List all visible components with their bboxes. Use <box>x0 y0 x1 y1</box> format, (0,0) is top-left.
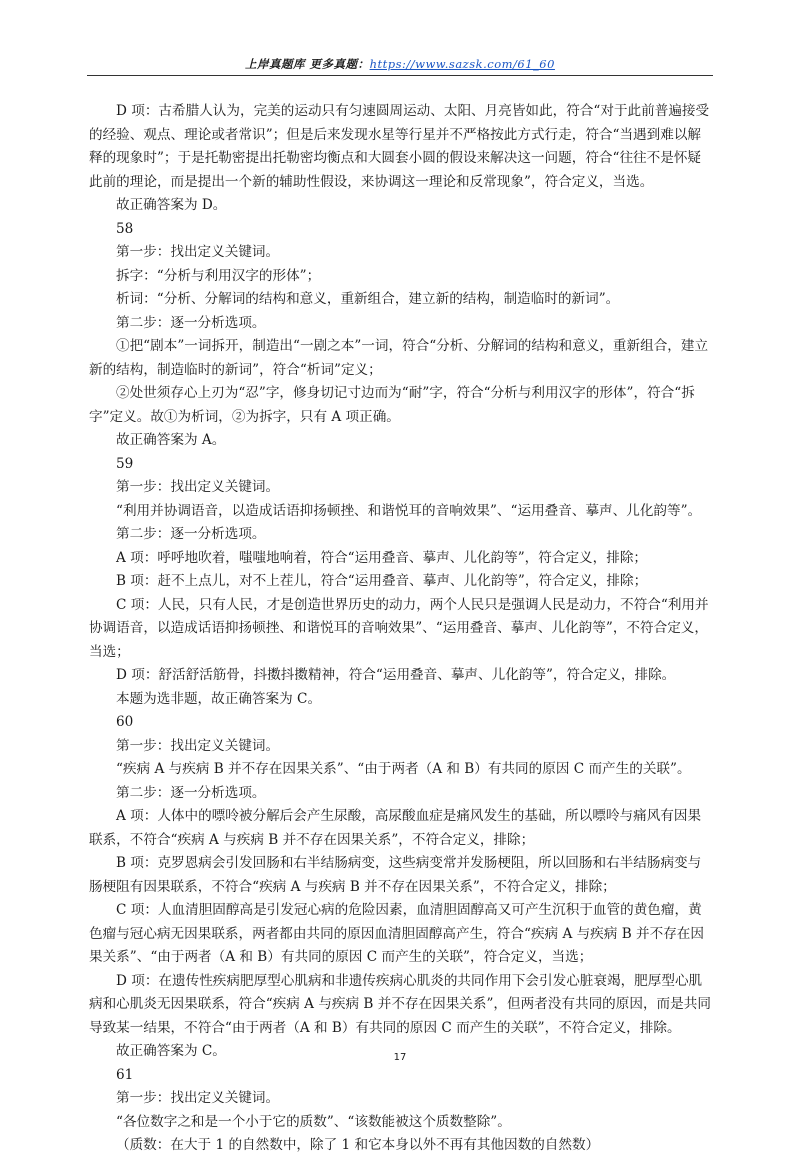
header-divider <box>87 75 713 76</box>
paragraph: B 项：赶不上点儿，对不上茬儿，符合“运用叠音、摹声、儿化韵等”，符合定义，排除； <box>116 573 648 589</box>
paragraph: “各位数字之和是一个小于它的质数”、“该数能被这个质数整除”。 <box>116 1113 511 1130</box>
paragraph: “疾病 A 与疾病 B 并不存在因果关系”、“由于两者（A 和 B）有共同的原因 C 而产生的关联”。 <box>116 761 691 777</box>
paragraph: A 项：人体中的嘌呤被分解后会产生尿酸，高尿酸血症是痛风发生的基础，所以嘌呤与痛风有因果联系，不符合“疾病 A 与疾病 B 并不存在因果关系”，不符合定义，排除； <box>89 808 702 848</box>
paragraph: 第一步：找出定义关键词。 <box>116 244 280 260</box>
paragraph: 第一步：找出定义关键词。 <box>116 1090 280 1106</box>
paragraph: B 项：克罗恩病会引发回肠和右半结肠病变，这些病变常并发肠梗阻，所以回肠和右半结肠病变与肠梗阻有因果联系，不符合“疾病 A 与疾病 B 并不存在因果关系”，不符合定义，排除； <box>89 855 702 895</box>
paragraph: 故正确答案为 C。 <box>116 1043 226 1059</box>
document-body <box>89 100 713 1158</box>
question-number: 59 <box>116 455 134 472</box>
page-header <box>0 56 800 72</box>
paragraph: A 项：呼呼地吹着，嗤嗤地响着，符合“运用叠音、摹声、儿化韵等”，符合定义，排除； <box>116 549 648 566</box>
paragraph: 故正确答案为 D。 <box>116 197 227 213</box>
paragraph: 第一步：找出定义关键词。 <box>116 479 280 495</box>
paragraph: 析词：“分析、分解词的结构和意义，重新组合，建立新的结构，制造临时的新词”。 <box>116 291 620 307</box>
paragraph: D 项：在遗传性疾病肥厚型心肌病和非遗传疾病心肌炎的共同作用下会引发心脏衰竭，肥厚型心肌病和心肌炎无因果联系，符合“疾病 A 与疾病 B 并不存在因果关系”，但两者没有共同的原因，而是共同导致某一结果，不符合“由于两者（A 和 B）有共同的原因 C 而产生的关联”，不符合定义，排除。 <box>89 972 711 1036</box>
question-number: 58 <box>116 220 134 237</box>
paragraph: “利用并协调语音，以造成话语抑扬顿挫、和谐悦耳的音响效果”、“运用叠音、摹声、儿化韵等”。 <box>116 502 702 519</box>
paragraph: 第一步：找出定义关键词。 <box>116 737 280 754</box>
question-number: 60 <box>116 714 134 730</box>
paragraph: 本题为选非题，故正确答案为 C。 <box>116 690 322 707</box>
paragraph: 拆字：“分析与利用汉字的形体”； <box>116 267 321 284</box>
paragraph: D 项：古希腊人认为，完美的运动只有匀速圆周运动、太阳、月亮皆如此，符合“对于此前普遍接受的经验、观点、理论或者常识”；但是后来发现水星等行星并不严格按此方式行走，符合“当遇到难以解释的现象时”；于是托勒密提出托勒密均衡点和大圆套小圆的假设来解决这一问题，符合“往往不是怀疑此前的理论，而是提出一个新的辅助性假设，来协调这一理论和反常现象”，符合定义，当选。 <box>89 103 710 190</box>
paragraph: 第二步：逐一分析选项。 <box>116 784 266 801</box>
paragraph: 故正确答案为 A。 <box>116 432 226 448</box>
header-link[interactable]: https://www.sazsk.com/61_60 <box>369 57 555 71</box>
paragraph: ②处世须存心上刃为“忍”字，修身切记寸边而为“耐”字，符合“分析与利用汉字的形体”，符合“拆字”定义。故①为析词，②为拆字，只有 A 项正确。 <box>89 385 695 425</box>
paragraph: 第二步：逐一分析选项。 <box>116 526 266 542</box>
paragraph: ①把“剧本”一词拆开，制造出“一剧之本”一词，符合“分析、分解词的结构和意义，重新组合，建立新的结构，制造临时的新词”，符合“析词”定义； <box>89 338 709 378</box>
page-number: 17 <box>393 1052 407 1063</box>
paragraph: 第二步：逐一分析选项。 <box>116 314 266 331</box>
header-label: 上岸真题库 更多真题： <box>245 57 370 71</box>
paragraph: C 项：人民，只有人民，才是创造世界历史的动力，两个人民只是强调人民是动力，不符合“利用并协调语音，以造成话语抑扬顿挫、和谐悦耳的音响效果”、“运用叠音、摹声、儿化韵等”，不符合定义，当选； <box>89 596 709 660</box>
paragraph: D 项：舒活舒活筋骨，抖擞抖擞精神，符合“运用叠音、摹声、儿化韵等”，符合定义，排除。 <box>116 667 676 683</box>
paragraph: C 项：人血清胆固醇高是引发冠心病的危险因素，血清胆固醇高又可产生沉积于血管的黄色瘤，黄色瘤与冠心病无因果联系，两者都由共同的原因血清胆固醇高产生，符合“疾病 A 与疾病 B 并不存在因果关系”、“由于两者（A 和 B）有共同的原因 C 而产生的关联”，符合定义，当选； <box>89 902 704 965</box>
paragraph: （质数：在大于 1 的自然数中，除了 1 和它本身以外不再有其他因数的自然数） <box>116 1137 600 1153</box>
question-number: 61 <box>116 1066 134 1083</box>
